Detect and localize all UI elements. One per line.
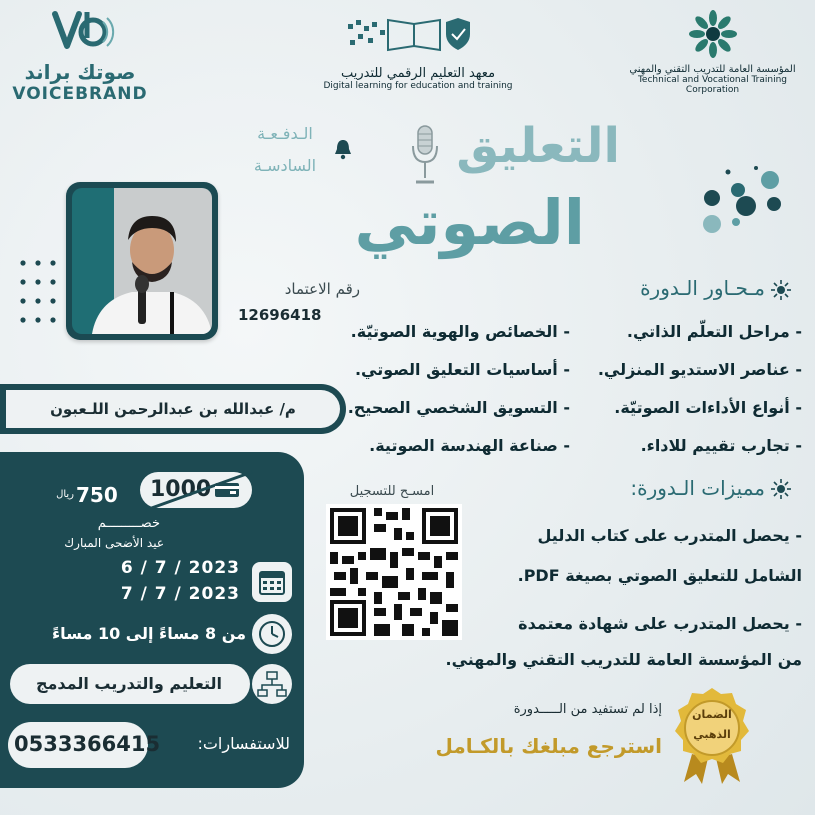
batch-label-line1: الـدفـعـة — [257, 124, 313, 143]
trainer-name: م/ عبدالله بن عبدالرحمن اللـعبون — [6, 390, 340, 428]
inquiries-label: للاستفسارات: — [197, 734, 290, 753]
accreditation-number: 12696418 — [238, 306, 322, 324]
course-start-date: 6 / 7 / 2023 — [120, 558, 240, 578]
feature-line: الشامل للتعليق الصوتي بصيغة PDF. — [517, 566, 802, 585]
old-price: 1000 — [150, 477, 212, 502]
qr-label: امسـح للتسجيل — [349, 484, 435, 499]
topic-item: - الخصائص والهوية الصوتيّة. — [350, 322, 570, 341]
topic-item: - مراحل التعلّم الذاتي. — [626, 322, 802, 341]
topic-item: - التسويق الشخصي الصحيح. — [347, 398, 570, 417]
guarantee-note: إذا لم تستفيد من الـــــدورة — [513, 702, 662, 717]
feature-line: - يحصل المتدرب على شهادة معتمدة — [518, 614, 802, 633]
decorative-dots-cluster — [698, 160, 788, 240]
title-line2: الصوتي — [354, 186, 585, 259]
course-time: من 8 مساءً إلى 10 مساءً — [52, 624, 246, 643]
trainer-name-bar — [0, 384, 346, 434]
title-line1: التعليق — [456, 118, 620, 174]
training-mode: التعليم والتدريب المدمج — [35, 674, 223, 693]
features-heading: مميزات الـدورة: — [630, 476, 765, 500]
voicebrand-arabic-name: صوتك براند — [24, 60, 136, 84]
topics-heading: مـحـاور الـدورة — [640, 276, 765, 300]
voicebrand-english-name: VOICEBRAND — [12, 84, 148, 104]
tvtc-arabic-name: المؤسسة العامة للتدريب التقني والمهني — [629, 64, 796, 75]
guarantee-refund-text: استرجع مبلغك بالكـامل — [435, 734, 662, 758]
contact-phone[interactable]: 0533366415 — [14, 732, 161, 756]
topic-item: - أنواع الأداءات الصوتيّة. — [614, 398, 802, 417]
topic-item: - أساسيات التعليق الصوتي. — [354, 360, 570, 379]
voicebrand-logo — [10, 8, 150, 104]
trainer-silhouette — [72, 188, 212, 334]
medal-text-line2: الذهبي — [693, 728, 731, 741]
calendar-icon — [252, 562, 292, 602]
tvtc-english-name: Technical and Vocational Training Corporation — [637, 75, 788, 95]
feature-line: من المؤسسة العامة للتدريب التقني والمهني. — [445, 650, 802, 669]
trainer-photo — [66, 182, 218, 340]
bell-icon — [334, 138, 352, 160]
digital-learning-logo — [318, 12, 518, 104]
batch-label-line2: السادسـة — [253, 156, 317, 175]
tvtc-emblem-icon — [683, 8, 743, 60]
voicebrand-logo-mark — [45, 8, 115, 56]
discount-label: خصـــــــــم — [97, 516, 160, 531]
topic-item: - صناعة الهندسة الصوتية. — [369, 436, 570, 455]
discount-occasion: عيد الأضحى المبارك — [64, 536, 164, 550]
topic-item: - عناصر الاستديو المنزلي. — [597, 360, 802, 379]
course-end-date: 7 / 7 / 2023 — [120, 584, 240, 604]
medal-text-line1: الضمان — [692, 708, 732, 721]
network-icon — [252, 664, 292, 704]
price-currency: ريال — [56, 489, 74, 500]
trainer-photo-background — [72, 188, 212, 334]
payment-card-icon — [214, 480, 244, 500]
book-pixel-icon — [318, 12, 518, 56]
decorative-dot-grid — [18, 258, 60, 324]
digital-learning-english-name: Digital learning for education and training — [323, 81, 513, 91]
topic-item: - تجارب تقييم للاداء. — [640, 436, 802, 455]
tvtc-logo — [615, 8, 810, 104]
accreditation-label: رقم الاعتماد — [284, 280, 360, 298]
digital-learning-arabic-name: معهد التعليم الرقمي للتدريب — [340, 66, 496, 81]
gold-guarantee-medal — [662, 684, 762, 784]
batch-label — [225, 118, 345, 182]
starburst-icon — [770, 279, 792, 301]
registration-qr-code[interactable] — [326, 504, 462, 640]
feature-line: - يحصل المتدرب على كتاب الدليل — [537, 526, 802, 545]
microphone-icon — [408, 122, 442, 188]
discounted-price: 750 — [76, 483, 118, 507]
clock-icon — [252, 614, 292, 654]
starburst-icon — [770, 478, 792, 500]
